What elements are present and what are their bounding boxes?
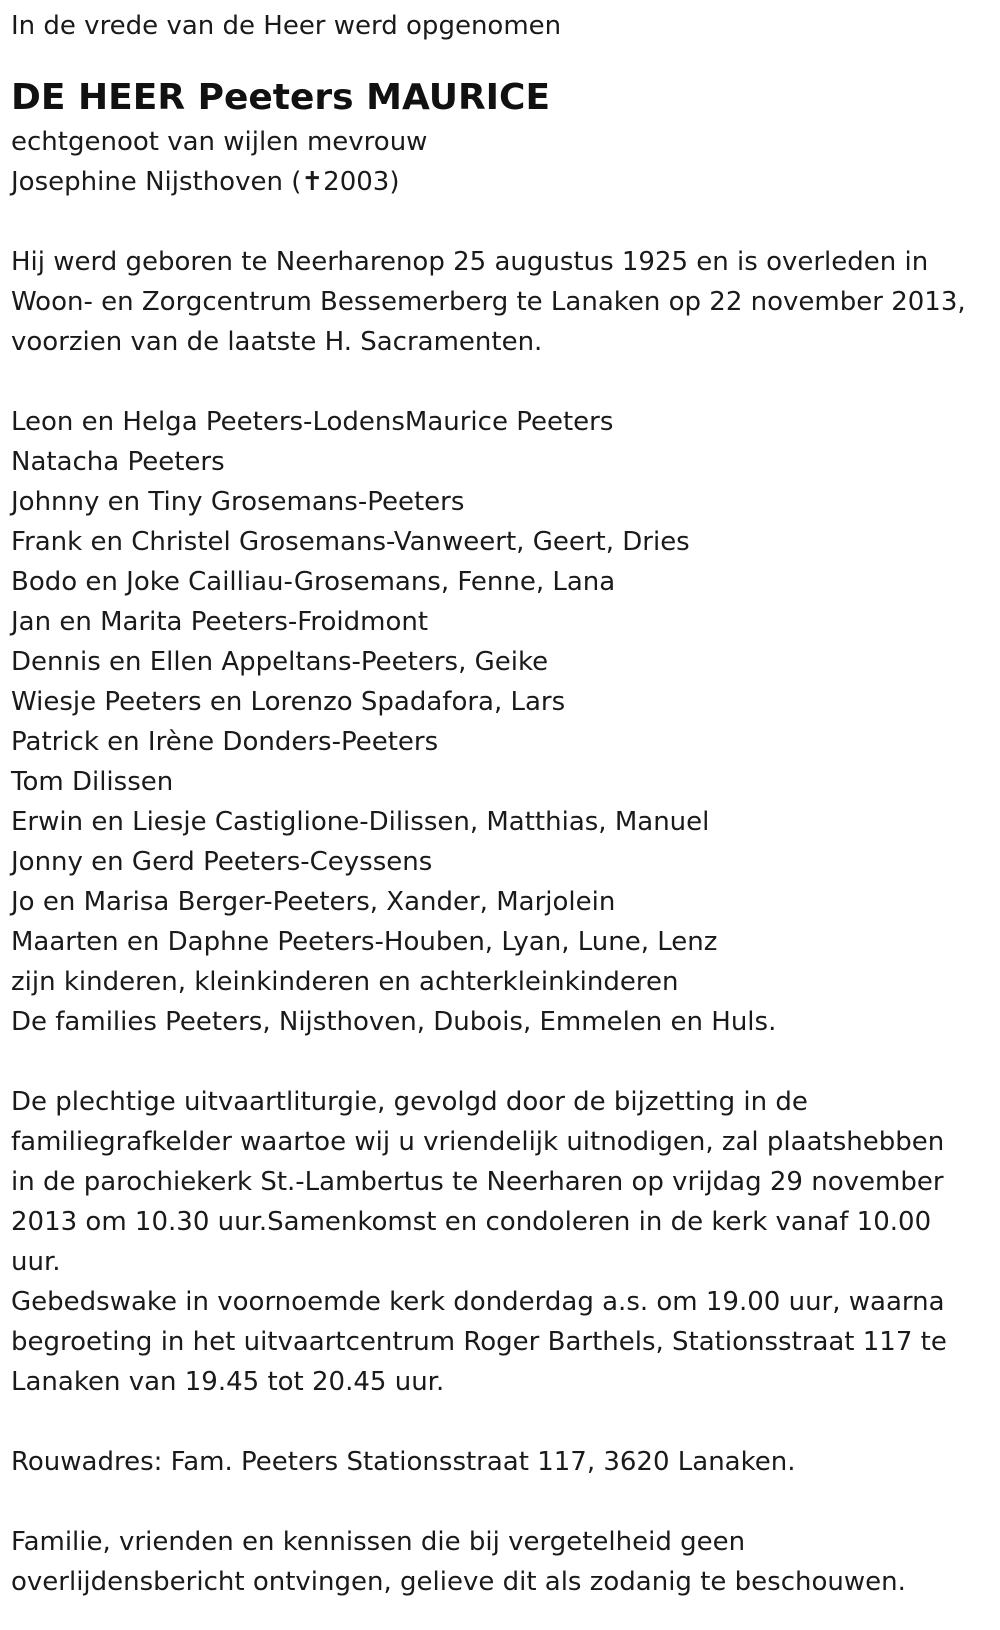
family-line: Patrick en Irène Donders-Peeters — [11, 727, 439, 757]
biography-line: Woon- en Zorgcentrum Bessemerberg te Lanaken op 22 november 2013, — [11, 287, 966, 317]
family-line: Jo en Marisa Berger-Peeters, Xander, Marjolein — [11, 887, 616, 917]
family-line: zijn kinderen, kleinkinderen en achterkleinkinderen — [11, 967, 679, 997]
family-line: Wiesje Peeters en Lorenzo Spadafora, Lars — [11, 687, 566, 717]
spouse-year: 2003) — [323, 167, 400, 197]
ceremony-line: De plechtige uitvaartliturgie, gevolgd door de bijzetting in de — [11, 1087, 808, 1117]
biography-line: voorzien van de laatste H. Sacramenten. — [11, 327, 543, 357]
ceremony-line: Lanaken van 19.45 tot 20.45 uur. — [11, 1367, 445, 1397]
family-line: Dennis en Ellen Appeltans-Peeters, Geike — [11, 647, 549, 677]
closing-line: overlijdensbericht ontvingen, gelieve dit als zodanig te beschouwen. — [11, 1567, 906, 1597]
family-line: Jonny en Gerd Peeters-Ceyssens — [11, 847, 433, 877]
spouse-line-1: echtgenoot van wijlen mevrouw — [11, 127, 428, 157]
spacer — [11, 202, 1000, 242]
intro-text: In de vrede van de Heer werd opgenomen — [11, 11, 562, 41]
ceremony-section — [11, 1082, 1000, 1402]
spacer — [11, 362, 1000, 402]
biography-line: Hij werd geboren te Neerharenop 25 augustus 1925 en is overleden in — [11, 247, 929, 277]
cross-icon: ✝ — [301, 167, 324, 197]
ceremony-line: begroeting in het uitvaartcentrum Roger Barthels, Stationsstraat 117 te — [11, 1327, 947, 1357]
spacer — [11, 1402, 1000, 1442]
family-line: Leon en Helga Peeters-LodensMaurice Peeters — [11, 407, 614, 437]
family-line: Bodo en Joke Cailliau-Grosemans, Fenne, Lana — [11, 567, 616, 597]
closing-section — [11, 1522, 1000, 1602]
ceremony-line: uur. — [11, 1247, 61, 1277]
family-line: Frank en Christel Grosemans-Vanweert, Geert, Dries — [11, 527, 690, 557]
deceased-name: DE HEER Peeters MAURICE — [11, 77, 551, 118]
ceremony-line: familiegrafkelder waartoe wij u vriendelijk uitnodigen, zal plaatshebben — [11, 1127, 945, 1157]
family-line: Tom Dilissen — [11, 767, 174, 797]
mourning-address: Rouwadres: Fam. Peeters Stationsstraat 117, 3620 Lanaken. — [11, 1447, 796, 1477]
spacer — [11, 1042, 1000, 1082]
ceremony-line: Gebedswake in voornoemde kerk donderdag a.s. om 19.00 uur, waarna — [11, 1287, 945, 1317]
spacer — [11, 1482, 1000, 1522]
family-line: Johnny en Tiny Grosemans-Peeters — [11, 487, 465, 517]
family-line: Erwin en Liesje Castiglione-Dilissen, Matthias, Manuel — [11, 807, 710, 837]
ceremony-line: in de parochiekerk St.-Lambertus te Neerharen op vrijdag 29 november — [11, 1167, 944, 1197]
family-line: De families Peeters, Nijsthoven, Dubois, Emmelen en Huls. — [11, 1007, 777, 1037]
spouse-name: Josephine Nijsthoven ( — [11, 167, 302, 197]
family-line: Natacha Peeters — [11, 447, 225, 477]
family-line: Maarten en Daphne Peeters-Houben, Lyan, Lune, Lenz — [11, 927, 718, 957]
family-line: Jan en Marita Peeters-Froidmont — [11, 607, 429, 637]
family-section — [11, 402, 1000, 1042]
ceremony-line: 2013 om 10.30 uur.Samenkomst en condoleren in de kerk vanaf 10.00 — [11, 1207, 932, 1237]
biography-section — [11, 242, 1000, 362]
closing-line: Familie, vrienden en kennissen die bij vergetelheid geen — [11, 1527, 746, 1557]
spouse-line-2 — [11, 162, 1000, 202]
